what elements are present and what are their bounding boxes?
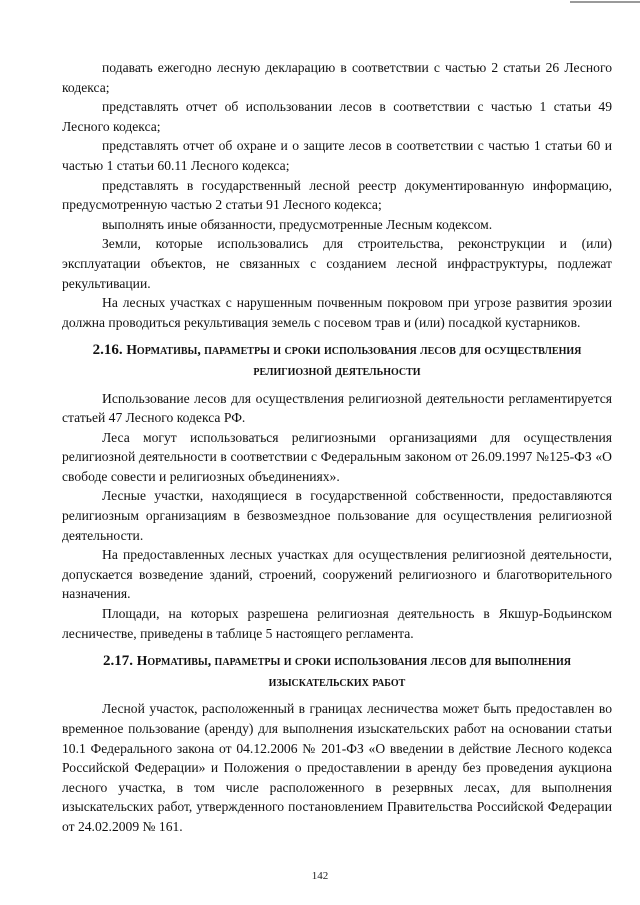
paragraph: Лесной участок, расположенный в границах лесничества может быть предоставлен во временное пользование (аренду) для выполнения изыскательских работ на основании статьи 10.1 Федерального закона от 04.12.2006 № 201-ФЗ «О введении в действие Лесного кодекса Российской Федерации» и Положения о предоставлении в аренду без проведения аукциона лесного участка, в том числе расположенного в резервных лесах, для выполнения изыскательских работ, утвержденного постановлением Правительства Российской Федерации от 24.02.2009 № 161. xyxy=(62,701,612,834)
section-number: 2.17. xyxy=(103,653,137,670)
section-heading-2-16 xyxy=(62,340,612,380)
paragraph: Использование лесов для осуществления религиозной деятельности регламентируется статьей 47 Лесного кодекса РФ. xyxy=(62,390,612,426)
page-content xyxy=(62,58,612,837)
paragraph: На предоставленных лесных участках для осуществления религиозной деятельности, допускается возведение зданий, строений, сооружений религиозного и благотворительного назначения. xyxy=(62,547,612,602)
paragraph: На лесных участках с нарушенным почвенным покровом при угрозе развития эрозии должна проводиться рекультивация земель с посевом трав и (или) посадкой кустарников. xyxy=(62,295,612,330)
section-number: 2.16. xyxy=(92,342,127,359)
page-number: 142 xyxy=(311,870,329,882)
paragraph: подавать ежегодно лесную декларацию в соответствии с частью 2 статьи 26 Лесного кодекса; xyxy=(62,60,612,95)
paragraph: Леса могут использоваться религиозными организациями для осуществления религиозной деятельности в соответствии с Федеральным законом от 26.09.1997 №125-ФЗ «О свободе совести и религиозных объединениях». xyxy=(62,429,612,484)
section-title: Нормативы, параметры и сроки использования лесов для выполнения изыскательских работ xyxy=(136,653,571,689)
paragraph: Лесные участки, находящиеся в государственной собственности, предоставляются религиозным организациям в безвозмездное пользование для осуществления религиозной деятельности. xyxy=(62,488,612,543)
scan-edge-mark xyxy=(570,1,640,3)
section-heading-2-17 xyxy=(62,651,612,691)
section-title: Нормативы, параметры и сроки использования лесов для осуществления религиозной деятельности xyxy=(126,342,582,378)
paragraph: представлять в государственный лесной реестр документированную информацию, предусмотренную частью 2 статьи 91 Лесного кодекса; xyxy=(62,177,612,213)
paragraph: представлять отчет об охране и о защите лесов в соответствии с частью 1 статьи 60 и частью 1 статьи 60.11 Лесного кодекса; xyxy=(62,138,612,173)
paragraph: Площади, на которых разрешена религиозная деятельность в Якшур-Бодьинском лесничестве, приведены в таблице 5 настоящего регламента. xyxy=(62,606,612,641)
paragraph: представлять отчет об использовании лесов в соответствии с частью 1 статьи 49 Лесного кодекса; xyxy=(62,99,612,134)
paragraph: выполнять иные обязанности, предусмотренные Лесным кодексом. xyxy=(102,216,493,232)
paragraph: Земли, которые использовались для строительства, реконструкции и (или) эксплуатации объектов, не связанных с созданием лесной инфраструктуры, подлежат рекультивации. xyxy=(62,236,612,291)
